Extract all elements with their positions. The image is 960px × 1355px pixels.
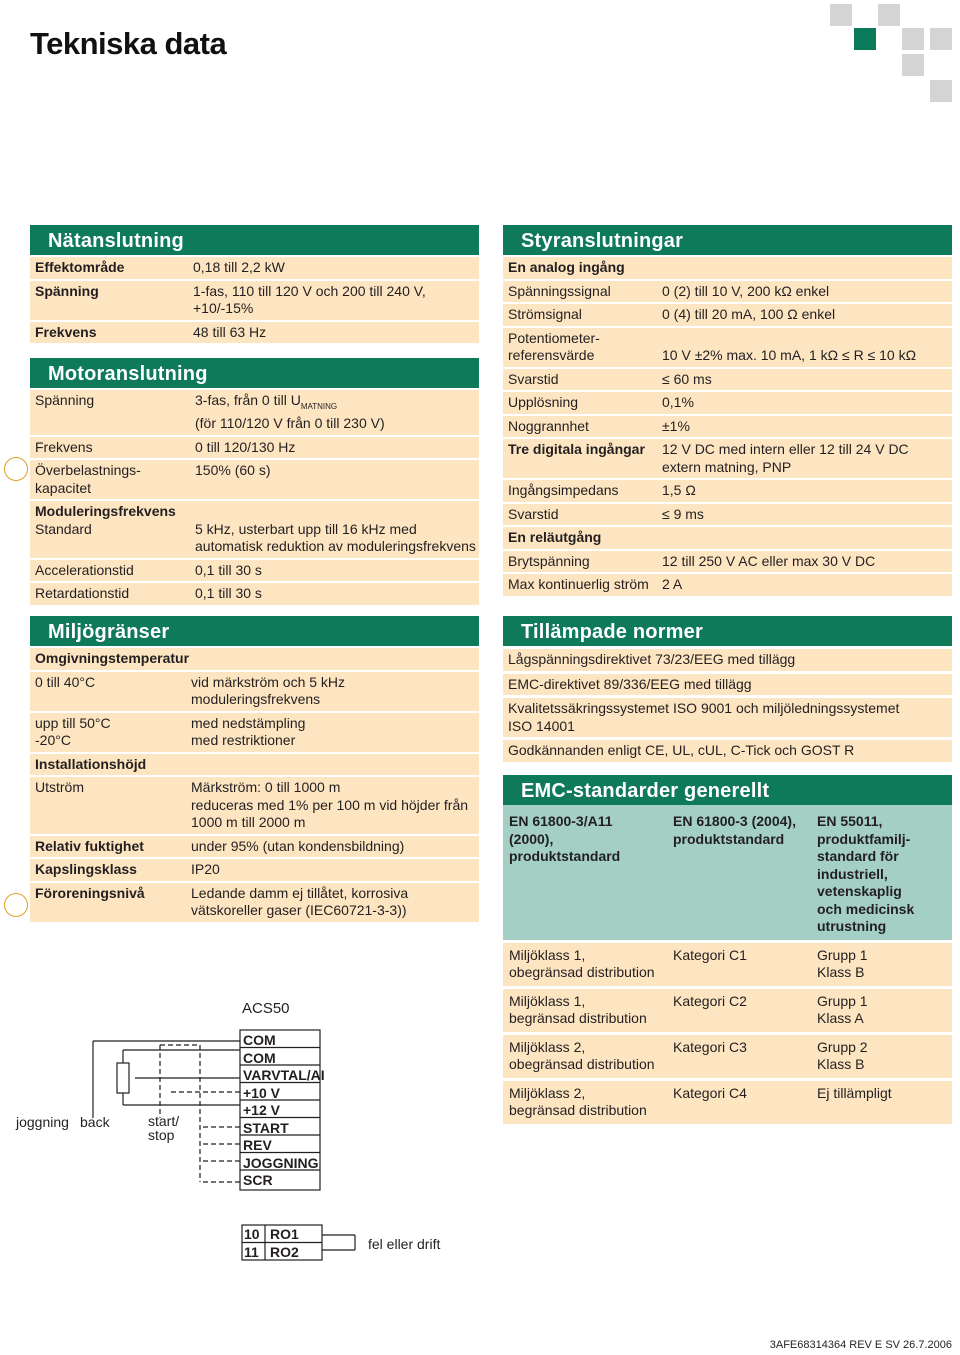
table-row (30, 711, 479, 752)
row-label: Svarstid (508, 370, 559, 387)
row-label: Spänningssignal (508, 282, 611, 299)
row-label: Spänning (35, 392, 95, 408)
row-value: 5 kHz, usterbart upp till 16 kHz med automatisk reduktion av moduleringsfrekvens (195, 520, 476, 555)
row-label: Relativ fuktighet (35, 837, 144, 854)
panel-title: Miljögränser (30, 616, 479, 646)
row-value: IP20 (191, 861, 220, 877)
row-label: Installationshöjd (35, 755, 147, 772)
row-label: Frekvens (35, 323, 97, 340)
terminal-list (243, 1032, 325, 1190)
table-row (503, 414, 952, 438)
row-value: 1-fas, 110 till 120 V och 200 till 240 V, +10/-15% (193, 282, 426, 316)
value-rest: (för 110/120 V från 0 till 230 V) (195, 415, 385, 432)
list-item: EMC-direktivet 89/336/EEG med tillägg (503, 671, 952, 696)
emc-panel (503, 775, 952, 1124)
row-value: 0 (2) till 10 V, 200 kΩ enkel (662, 282, 830, 299)
panel-title: EMC-standarder generellt (503, 775, 952, 805)
table-row (30, 255, 479, 279)
relay-row (244, 1226, 299, 1244)
row-value (662, 259, 952, 277)
table-row (503, 367, 952, 391)
row-label: Effektområde (35, 259, 125, 275)
row-value: Märkström: 0 till 1000 m reduceras med 1% per 100 m vid höjder från 1000 m till 2000 m (191, 779, 469, 830)
table-cell: Kategori C4 (673, 1084, 747, 1101)
row-label: Max kontinuerlig ström (508, 576, 649, 592)
terminal-label: +12 V (243, 1102, 280, 1118)
normer-panel (503, 616, 952, 762)
row-value: 12 till 250 V AC eller max 30 V DC (662, 552, 876, 569)
circle-marker (4, 893, 28, 917)
row-value: med nedstämpling med restriktioner (191, 714, 306, 748)
value-subscript: MATNING (300, 401, 338, 411)
row-label: Föroreningsnivå (35, 884, 145, 901)
row-label: Brytspänning (508, 552, 590, 569)
row-value: 2 A (662, 576, 683, 592)
table-row (503, 279, 952, 303)
row-value: 0 (4) till 20 mA, 100 Ω enkel (662, 306, 836, 322)
styranslutningar-panel (503, 225, 952, 596)
row-label: Upplösning (508, 394, 579, 410)
row-label: Svarstid (508, 505, 559, 522)
row-label: Moduleringsfrekvens Standard (35, 503, 176, 537)
row-value: ≤ 60 ms (662, 370, 712, 387)
list-item: Lågspänningsdirektivet 73/23/EEG med tillägg (503, 646, 952, 671)
table-row (503, 572, 952, 596)
row-value: 0,18 till 2,2 kW (193, 259, 285, 275)
joggning-label: joggning (16, 1114, 69, 1130)
terminal-label: COM (243, 1049, 276, 1066)
row-label: Retardationstid (35, 585, 130, 602)
row-value (191, 650, 479, 668)
table-row (503, 255, 952, 279)
start-stop-label: start/ stop (148, 1113, 180, 1143)
row-label: Utström (35, 779, 84, 795)
emc-column-header: EN 55011, produktfamilj- standard för industriell, vetenskaplig och medicinsk utrustning (817, 813, 915, 934)
row-label: 0 till 40°C (35, 673, 96, 690)
table-row (503, 326, 952, 367)
table-row (503, 302, 952, 326)
table-row (30, 458, 479, 499)
relay-name: RO1 (270, 1226, 299, 1242)
table-row (30, 881, 479, 922)
table-cell: Ej tillämpligt (817, 1084, 892, 1101)
table-row (30, 646, 479, 670)
row-value: under 95% (utan kondensbildning) (191, 837, 405, 854)
row-label: Kapslingsklass (35, 861, 137, 877)
row-label: Tre digitala ingångar (508, 441, 645, 457)
panel-title: Tillämpade normer (503, 616, 952, 646)
table-row (503, 549, 952, 573)
row-label: Omgivningstemperatur (35, 650, 190, 666)
row-label: Accelerationstid (35, 561, 134, 578)
row-value: 48 till 63 Hz (193, 323, 267, 340)
row-value: Ledande damm ej tillåtet, korrosiva vätskoreller gaser (IEC60721-3-3)) (191, 884, 409, 918)
row-label: Strömsignal (508, 306, 582, 322)
panel-title: Nätanslutning (30, 225, 479, 255)
panel-title: Motoranslutning (30, 358, 479, 388)
table-cell: Grupp 1 Klass A (817, 992, 868, 1026)
natanslutning-panel (30, 225, 479, 343)
relay-number: 10 (244, 1226, 260, 1242)
row-value: ≤ 9 ms (662, 505, 704, 522)
table-cell: Miljöklass 1, begränsad distribution (509, 992, 647, 1026)
table-row (30, 499, 479, 558)
table-row (30, 279, 479, 320)
row-value (191, 756, 479, 774)
row-label: Potentiometer- referensvärde (508, 329, 600, 363)
row-value: 12 V DC med intern eller 12 till 24 V DC extern matning, PNP (662, 441, 909, 475)
motoranslutning-panel (30, 358, 479, 605)
table-row (30, 320, 479, 344)
row-value: ±1% (662, 417, 690, 434)
table-row (30, 670, 479, 711)
terminal-label: +10 V (243, 1084, 280, 1101)
row-value: 10 V ±2% max. 10 mA, 1 kΩ ≤ R ≤ 10 kΩ (662, 347, 917, 363)
terminal-label: SCR (243, 1172, 273, 1188)
row-value: 0,1 till 30 s (195, 561, 262, 578)
emc-column-header: EN 61800-3/A11 (2000), produktstandard (509, 813, 621, 864)
row-value (662, 529, 952, 547)
table-cell: Kategori C1 (673, 946, 747, 963)
panel-title: Styranslutningar (503, 225, 952, 255)
row-label: En analog ingång (508, 259, 625, 275)
table-row (503, 478, 952, 502)
table-row (30, 775, 479, 834)
miljogranser-panel (30, 616, 479, 922)
table-cell: Grupp 2 Klass B (817, 1038, 868, 1072)
list-item: Godkännanden enligt CE, UL, cUL, C-Tick och GOST R (503, 737, 952, 762)
table-cell: Miljöklass 2, begränsad distribution (509, 1084, 647, 1118)
relay-note: fel eller drift (368, 1236, 441, 1252)
table-row (30, 581, 479, 605)
table-cell: Grupp 1 Klass B (817, 946, 868, 980)
table-row (503, 940, 952, 986)
document-code: 3AFE68314364 REV E SV 26.7.2006 (769, 1339, 952, 1351)
row-value: 0 till 120/130 Hz (195, 438, 296, 455)
terminal-label: START (243, 1119, 289, 1136)
row-label-bold: Moduleringsfrekvens (35, 503, 176, 520)
table-row (30, 752, 479, 776)
table-row (503, 1032, 952, 1078)
row-value: 1,5 Ω (662, 482, 696, 498)
table-cell: Kategori C3 (673, 1038, 747, 1055)
row-label: Överbelastnings- kapacitet (35, 462, 141, 496)
device-label: ACS50 (242, 1000, 290, 1017)
terminal-label: REV (243, 1137, 272, 1153)
row-value: 0,1% (662, 394, 694, 410)
wiring-diagram (0, 990, 480, 1280)
table-row (503, 390, 952, 414)
row-label: Noggrannhet (508, 417, 589, 434)
row-label: Spänning (35, 282, 99, 299)
emc-column-header: EN 61800-3 (2004), produktstandard (673, 813, 796, 847)
terminal-label: VARVTAL/AI (243, 1067, 325, 1083)
table-row (503, 437, 952, 478)
terminal-label: COM (243, 1032, 276, 1048)
table-cell: Miljöklass 2, obegränsad distribution (509, 1038, 655, 1072)
table-row (503, 1078, 952, 1124)
row-value: 150% (60 s) (195, 462, 271, 479)
table-row (30, 435, 479, 459)
row-label: Frekvens (35, 438, 93, 455)
table-cell: Kategori C2 (673, 992, 747, 1009)
row-label: upp till 50°C -20°C (35, 714, 111, 748)
table-row (503, 525, 952, 549)
back-label: back (80, 1114, 110, 1130)
row-value: 0,1 till 30 s (195, 585, 262, 602)
table-row (30, 558, 479, 582)
relay-name: RO2 (270, 1243, 299, 1260)
row-value: vid märkström och 5 kHz moduleringsfrekvens (191, 673, 346, 707)
relay-number: 11 (244, 1243, 259, 1260)
table-row (30, 388, 479, 435)
table-row (503, 502, 952, 526)
relay-terminals (244, 1226, 299, 1261)
row-label: En reläutgång (508, 529, 602, 545)
row-label: Ingångsimpedans (508, 482, 619, 498)
relay-row (244, 1244, 299, 1262)
terminal-label: JOGGNING (243, 1154, 319, 1171)
emc-header-row (503, 805, 952, 940)
table-cell: Miljöklass 1, obegränsad distribution (509, 946, 655, 980)
table-row (503, 986, 952, 1032)
circle-marker (4, 457, 28, 481)
page-title: Tekniska data (30, 26, 227, 61)
value-main: 3-fas, från 0 till U (195, 392, 301, 408)
table-row (30, 834, 479, 858)
list-item: Kvalitetssäkringssystemet ISO 9001 och miljöledningssystemet ISO 14001 (503, 695, 952, 737)
table-row (30, 857, 479, 881)
row-value (195, 392, 479, 433)
